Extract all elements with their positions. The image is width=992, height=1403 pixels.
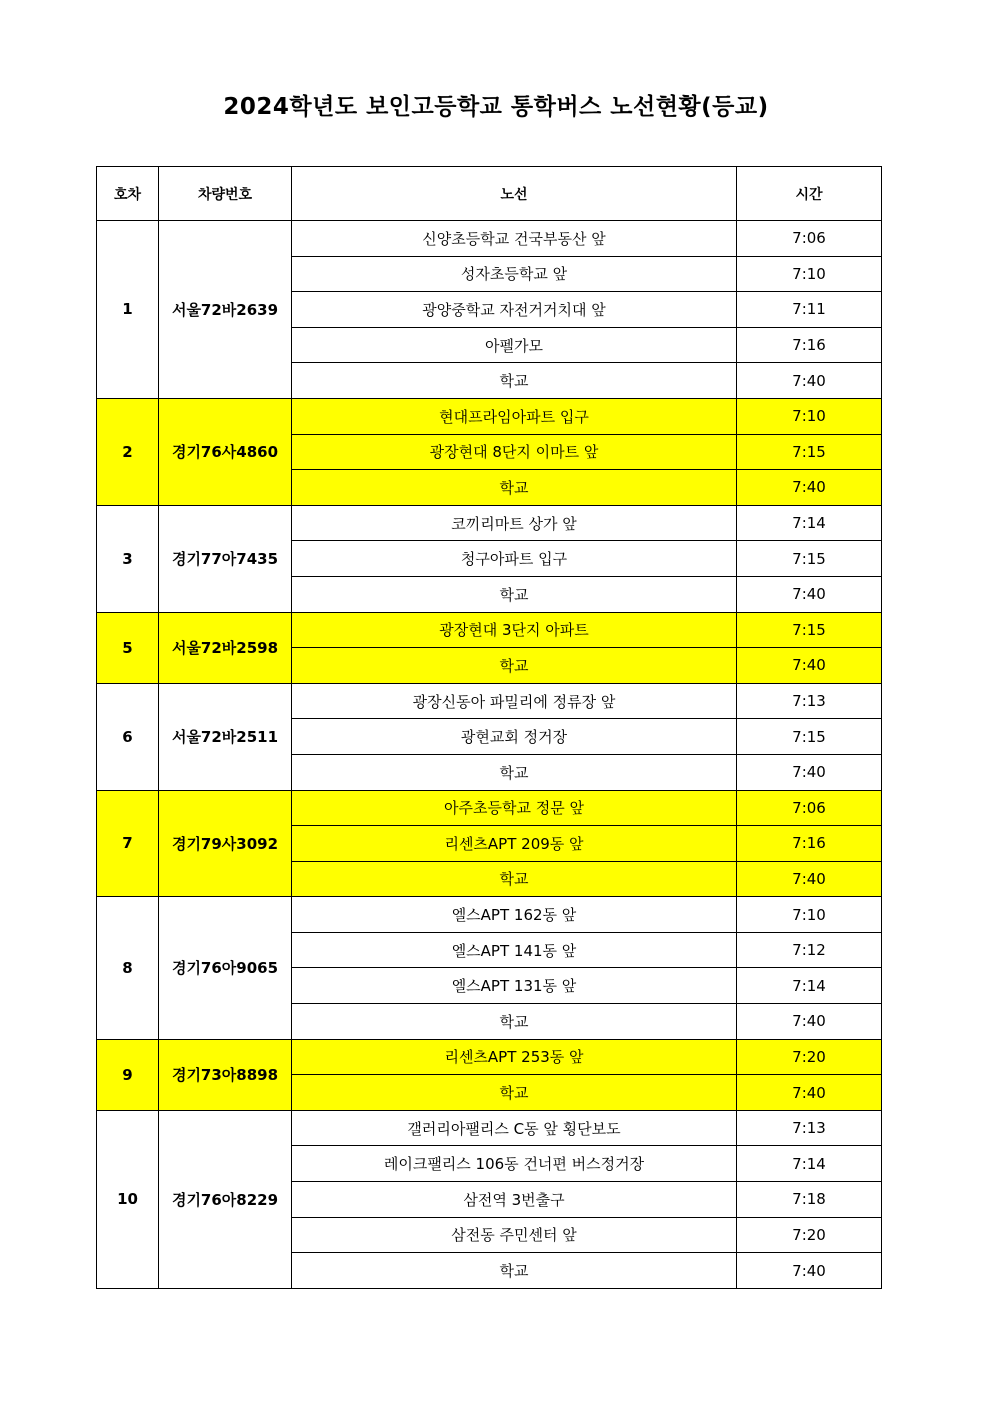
- stop-name: 아주초등학교 정문 앞: [292, 790, 737, 826]
- bus-number: 6: [97, 683, 159, 790]
- stop-name: 코끼리마트 상가 앞: [292, 505, 737, 541]
- stop-name: 광장현대 3단지 아파트: [292, 612, 737, 648]
- stop-name: 엘스APT 131동 앞: [292, 968, 737, 1004]
- stop-time: 7:11: [737, 292, 882, 328]
- bus-route-table: [96, 166, 882, 1289]
- stop-time: 7:14: [737, 968, 882, 1004]
- header-route: 노선: [292, 167, 737, 221]
- table-body: [97, 221, 882, 1289]
- vehicle-plate: 경기76아9065: [159, 897, 292, 1039]
- bus-number: 8: [97, 897, 159, 1039]
- stop-name: 학교: [292, 1253, 737, 1289]
- stop-time: 7:40: [737, 861, 882, 897]
- header-time: 시간: [737, 167, 882, 221]
- stop-time: 7:14: [737, 1146, 882, 1182]
- bus-number: 1: [97, 221, 159, 399]
- stop-name: 신양초등학교 건국부동산 앞: [292, 221, 737, 257]
- page-title: 2024학년도 보인고등학교 통학버스 노선현황(등교): [223, 94, 769, 120]
- stop-time: 7:15: [737, 434, 882, 470]
- header-bus-no: 호차: [97, 167, 159, 221]
- vehicle-plate: 경기76아8229: [159, 1110, 292, 1288]
- stop-name: 학교: [292, 754, 737, 790]
- table-row: [97, 790, 882, 826]
- stop-name: 학교: [292, 470, 737, 506]
- stop-time: 7:40: [737, 754, 882, 790]
- vehicle-plate: 서울72바2598: [159, 612, 292, 683]
- table-row: [97, 505, 882, 541]
- stop-name: 학교: [292, 648, 737, 684]
- stop-name: 학교: [292, 1075, 737, 1111]
- table-row: [97, 221, 882, 257]
- stop-time: 7:40: [737, 470, 882, 506]
- stop-name: 성자초등학교 앞: [292, 256, 737, 292]
- bus-number: 9: [97, 1039, 159, 1110]
- stop-name: 학교: [292, 861, 737, 897]
- vehicle-plate: 경기73아8898: [159, 1039, 292, 1110]
- stop-name: 리센츠APT 253동 앞: [292, 1039, 737, 1075]
- stop-time: 7:16: [737, 327, 882, 363]
- vehicle-plate: 경기79사3092: [159, 790, 292, 897]
- stop-time: 7:13: [737, 1110, 882, 1146]
- stop-time: 7:20: [737, 1217, 882, 1253]
- stop-time: 7:40: [737, 1075, 882, 1111]
- stop-name: 엘스APT 141동 앞: [292, 932, 737, 968]
- stop-name: 학교: [292, 576, 737, 612]
- stop-name: 현대프라임아파트 입구: [292, 398, 737, 434]
- stop-time: 7:15: [737, 719, 882, 755]
- vehicle-plate: 경기77아7435: [159, 505, 292, 612]
- stop-name: 광양중학교 자전거거치대 앞: [292, 292, 737, 328]
- stop-time: 7:06: [737, 790, 882, 826]
- bus-number: 3: [97, 505, 159, 612]
- stop-name: 엘스APT 162동 앞: [292, 897, 737, 933]
- stop-name: 광장현대 8단지 이마트 앞: [292, 434, 737, 470]
- table-row: [97, 683, 882, 719]
- vehicle-plate: 경기76사4860: [159, 398, 292, 505]
- stop-name: 리센츠APT 209동 앞: [292, 826, 737, 862]
- stop-time: 7:10: [737, 897, 882, 933]
- stop-time: 7:15: [737, 612, 882, 648]
- stop-time: 7:13: [737, 683, 882, 719]
- stop-name: 레이크팰리스 106동 건너편 버스정거장: [292, 1146, 737, 1182]
- stop-name: 갤러리아팰리스 C동 앞 횡단보도: [292, 1110, 737, 1146]
- header-plate: 차량번호: [159, 167, 292, 221]
- stop-time: 7:14: [737, 505, 882, 541]
- stop-time: 7:20: [737, 1039, 882, 1075]
- stop-time: 7:40: [737, 1004, 882, 1040]
- stop-time: 7:10: [737, 398, 882, 434]
- stop-name: 학교: [292, 363, 737, 399]
- stop-name: 광현교회 정거장: [292, 719, 737, 755]
- stop-time: 7:12: [737, 932, 882, 968]
- table-row: [97, 398, 882, 434]
- stop-name: 아펠가모: [292, 327, 737, 363]
- bus-number: 7: [97, 790, 159, 897]
- table-row: [97, 1110, 882, 1146]
- stop-name: 광장신동아 파밀리에 정류장 앞: [292, 683, 737, 719]
- stop-time: 7:40: [737, 576, 882, 612]
- stop-name: 청구아파트 입구: [292, 541, 737, 577]
- bus-number: 2: [97, 398, 159, 505]
- bus-number: 10: [97, 1110, 159, 1288]
- table-row: [97, 897, 882, 933]
- stop-time: 7:06: [737, 221, 882, 257]
- stop-name: 삼전동 주민센터 앞: [292, 1217, 737, 1253]
- stop-time: 7:18: [737, 1182, 882, 1218]
- stop-time: 7:10: [737, 256, 882, 292]
- vehicle-plate: 서울72바2639: [159, 221, 292, 399]
- stop-time: 7:40: [737, 1253, 882, 1289]
- stop-name: 삼전역 3번출구: [292, 1182, 737, 1218]
- stop-time: 7:16: [737, 826, 882, 862]
- table-row: [97, 1039, 882, 1075]
- vehicle-plate: 서울72바2511: [159, 683, 292, 790]
- stop-name: 학교: [292, 1004, 737, 1040]
- stop-time: 7:15: [737, 541, 882, 577]
- stop-time: 7:40: [737, 363, 882, 399]
- table-header-row: [97, 167, 882, 221]
- bus-number: 5: [97, 612, 159, 683]
- table-row: [97, 612, 882, 648]
- stop-time: 7:40: [737, 648, 882, 684]
